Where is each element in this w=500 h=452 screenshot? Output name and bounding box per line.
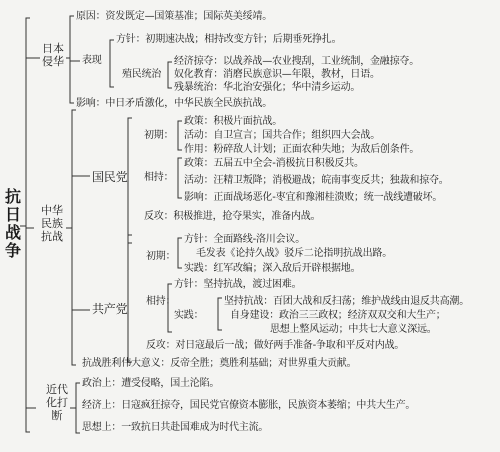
kmt-early-policy: 政策：积极片面抗战。 bbox=[184, 116, 282, 127]
kmt-early-label: 初期： bbox=[144, 130, 174, 141]
japan-manifest-label: 表现 bbox=[82, 55, 102, 66]
ccp-label: 共产党 bbox=[92, 302, 128, 316]
ccp-stale-build: 自身建设：政治三三政权；经济双双交和大生产； bbox=[230, 310, 446, 321]
ccp-early-policy: 方针：全面路线-洛川会议。 bbox=[184, 234, 306, 245]
ccp-stale-thought: 思想上整风运动；中共七大意义深远。 bbox=[270, 324, 437, 335]
kmt-stale-label: 相持： bbox=[144, 172, 174, 183]
victory-significance: 抗战胜利伟大意义：反帝全胜；奠胜利基础；对世界重大贡献。 bbox=[82, 358, 357, 369]
kmt-label: 国民党 bbox=[92, 170, 128, 184]
kmt-early-effect: 作用：粉碎敌人计划；正面农种失地；为敌后创条件。 bbox=[184, 144, 420, 155]
ccp-early-practice: 实践：红军改编；深入敌后开辟根据地。 bbox=[184, 263, 361, 274]
japan-colonial-label: 殖民统治 bbox=[122, 69, 162, 80]
modern-thought: 思想上：一致抗日共赴国难成为时代主流。 bbox=[82, 422, 269, 433]
kmt-stale-policy: 政策：五届五中全会-消极抗日积极反共。 bbox=[184, 158, 364, 169]
japan-impact: 影响：中日矛盾激化，中华民族全民族抗战。 bbox=[76, 98, 272, 109]
kmt-early-activity: 活动：自卫宣言；国共合作；组织四大会战。 bbox=[184, 130, 380, 141]
japan-invasion-label: 日本侵华 bbox=[42, 42, 64, 68]
ccp-early-label: 初期： bbox=[146, 251, 176, 262]
japan-econ: 经济掠夺：以战养战—农业搜刮，工业统制，金融掠夺。 bbox=[174, 56, 419, 67]
kmt-stale-impact: 影响：正面战场恶化-枣宜和豫湘桂溃败；统一战线遭破坏。 bbox=[184, 192, 443, 203]
ccp-counter: 反攻：对日寇最后一战；做好两手准备-争取和平反对内战。 bbox=[146, 340, 405, 351]
kmt-stale-activity: 活动：汪精卫叛降；消极避战；皖南事变反共；独裁和掠夺。 bbox=[184, 175, 449, 186]
kmt-counter: 反攻：积极推进，抢夺果实，准备内战。 bbox=[144, 211, 321, 222]
modern-politics: 政治上：遭受侵略，国土沦陷。 bbox=[82, 378, 220, 389]
japan-edu: 奴化教育：消磨民族意识—年限，教材，日语。 bbox=[174, 69, 380, 80]
china-resistance-label: 中华民族抗战 bbox=[41, 204, 63, 243]
ccp-stale-policy: 方针：坚持抗战，渡过困难。 bbox=[174, 279, 302, 290]
modernization-label: 近代化打断 bbox=[46, 383, 68, 422]
japan-atrocity: 残暴统治：华北治安强化；华中清乡运动。 bbox=[174, 82, 361, 93]
ccp-early-mao: 毛发表《论持久战》驳斥二论指明抗战出路。 bbox=[196, 248, 392, 259]
modern-economy: 经济上：日寇疯狂掠夺，国民党官僚资本膨胀，民族资本萎缩；中共大生产。 bbox=[82, 400, 416, 411]
ccp-practice-label: 实践： bbox=[174, 310, 204, 321]
japan-strategy: 方针：初期速决战；相持改变方针；后期垂死挣扎。 bbox=[116, 34, 342, 45]
japan-cause: 原因：资发既定—国策基准；国际英美绥靖。 bbox=[76, 11, 272, 22]
ccp-stale-adhere: 坚持抗战：百团大战和反扫荡；维护战线由退反共高潮。 bbox=[224, 296, 469, 307]
ccp-stale-label: 相持： bbox=[146, 296, 176, 307]
root-title: 抗日战争 bbox=[4, 187, 21, 260]
